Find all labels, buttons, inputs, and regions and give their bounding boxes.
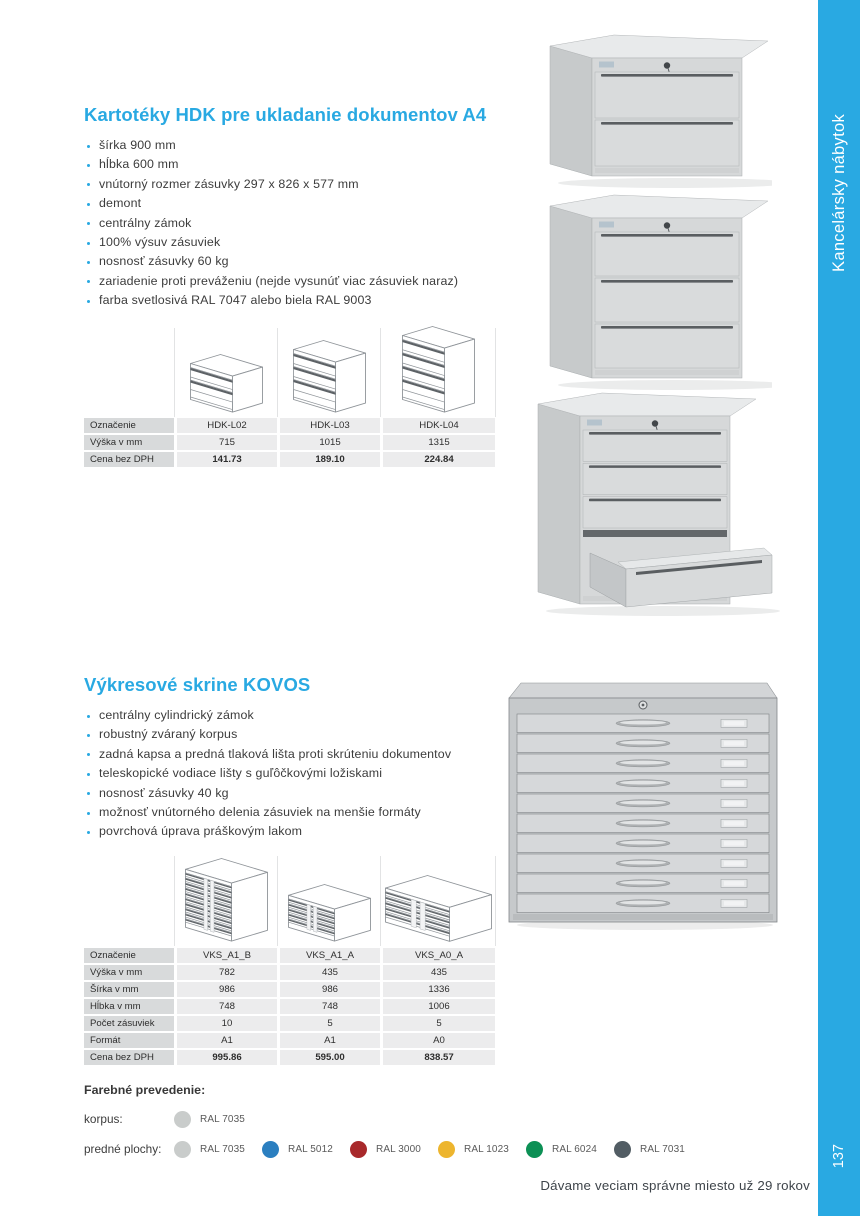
spec-value: 1336 [383,982,495,997]
spec-bullet: vnútorný rozmer zásuvky 297 x 826 x 577 mm [84,175,458,194]
line-drawing-vks-a1-b [175,856,278,946]
spec-value: 5 [383,1016,495,1031]
spec-bullet: demont [84,194,458,213]
spec-value: HDK-L04 [383,418,495,433]
color-options-title: Farebné prevedenie: [84,1083,206,1097]
cabinet-4-drawer-illustration [401,325,476,414]
spec-row-label: Označenie [84,948,174,963]
spec-value: VKS_A1_B [177,948,277,963]
spec-price: 224.84 [383,452,495,467]
spec-bullet: farba svetlosivá RAL 7047 alebo biela RAL 9003 [84,291,458,310]
spec-value: A1 [280,1033,380,1048]
color-swatch-label: RAL 7035 [200,1143,245,1155]
section2-title: Výkresové skrine KOVOS [84,674,311,695]
spec-bullet: teleskopické vodiace lišty s guľôčkovými ložiskami [84,764,451,783]
spec-row-label: Výška v mm [84,435,174,450]
color-swatch-group [350,1141,438,1158]
color-swatch [438,1141,455,1158]
color-swatch [350,1141,367,1158]
hdk-spec-table [84,418,495,467]
spec-value: 986 [280,982,380,997]
spec-value: 1006 [383,999,495,1014]
spec-value: VKS_A1_A [280,948,380,963]
hdk-l03-photo [540,190,772,392]
spec-bullet: zariadenie proti preváženiu (nejde vysunúť viac zásuviek naraz) [84,272,458,291]
spec-row-label: Šírka v mm [84,982,174,997]
spec-row-label: Hĺbka v mm [84,999,174,1014]
color-swatch [174,1111,191,1128]
spec-bullet: hĺbka 600 mm [84,155,458,174]
line-drawing-hdk-l03 [278,328,381,417]
kovos-spec-table [84,948,495,1065]
line-drawing-vks-a0-a [381,856,496,946]
spec-value: A0 [383,1033,495,1048]
spec-price: 595.00 [280,1050,380,1065]
color-swatch [614,1141,631,1158]
spec-value: VKS_A0_A [383,948,495,963]
spec-row-label: Cena bez DPH [84,1050,174,1065]
color-swatch-group [262,1141,350,1158]
color-swatch-label: RAL 6024 [552,1143,597,1155]
spec-bullet: centrálny cylindrický zámok [84,706,451,725]
spec-value: 1015 [280,435,380,450]
footer-tagline: Dávame veciam správne miesto už 29 rokov [540,1178,810,1193]
color-swatch-group [174,1141,262,1158]
spec-value: 748 [280,999,380,1014]
spec-bullet: šírka 900 mm [84,136,458,155]
spec-value: 10 [177,1016,277,1031]
page-number: 137 [831,1143,847,1169]
spec-bullet: možnosť vnútorného delenia zásuviek na menšie formáty [84,803,451,822]
color-row-label: korpus: [84,1112,123,1126]
color-swatch [174,1141,191,1158]
spec-price: 838.57 [383,1050,495,1065]
spec-value: 748 [177,999,277,1014]
spec-value: 782 [177,965,277,980]
front-color-row [84,1140,702,1158]
spec-bullet: centrálny zámok [84,214,458,233]
category-label-wrap [818,88,860,298]
spec-value: 1315 [383,435,495,450]
spec-bullet: povrchová úprava práškovým lakom [84,822,451,841]
color-swatch-group [438,1141,526,1158]
cabinet-3-drawer-illustration [292,339,367,414]
cabinet-2-drawer-illustration [189,353,264,414]
spec-bullet: 100% výsuv zásuviek [84,233,458,252]
spec-bullet: robustný zváraný korpus [84,725,451,744]
line-drawing-vks-a1-a [278,856,381,946]
spec-value: HDK-L03 [280,418,380,433]
section1-spec-list [84,136,458,311]
category-sidebar [818,0,860,1216]
spec-value: 435 [383,965,495,980]
color-swatch-label: RAL 1023 [464,1143,509,1155]
color-swatch [526,1141,543,1158]
spec-value: 435 [280,965,380,980]
color-swatch-group [526,1141,614,1158]
spec-row-label: Počet zásuviek [84,1016,174,1031]
line-drawing-hdk-l04 [381,328,496,417]
kovos-drawing-cabinet-photo [497,676,793,934]
line-drawing-hdk-l02 [175,328,278,417]
hdk-l02-photo [540,30,772,192]
spec-value: A1 [177,1033,277,1048]
color-swatch [262,1141,279,1158]
color-swatch-label: RAL 7035 [200,1113,245,1125]
color-swatch-group [614,1141,702,1158]
color-swatch-group [174,1111,262,1128]
spec-bullet: zadná kapsa a predná tlaková lišta proti skrúteniu dokumentov [84,745,451,764]
kovos-line-drawings [174,856,496,946]
hdk-line-drawings [174,328,496,417]
drawing-cabinet-5-drawer-wide-illustration [384,874,493,943]
korpus-color-row [84,1110,262,1128]
color-row-label: predné plochy: [84,1142,162,1156]
spec-value: 986 [177,982,277,997]
color-swatch-label: RAL 5012 [288,1143,333,1155]
spec-bullet: nosnosť zásuvky 60 kg [84,252,458,271]
color-swatch-label: RAL 7031 [640,1143,685,1155]
spec-row-label: Formát [84,1033,174,1048]
spec-price: 995.86 [177,1050,277,1065]
section2-spec-list [84,706,451,842]
spec-price: 189.10 [280,452,380,467]
spec-value: 5 [280,1016,380,1031]
page-number-wrap [818,1124,860,1188]
section1-title: Kartotéky HDK pre ukladanie dokumentov A4 [84,104,487,125]
color-swatch-label: RAL 3000 [376,1143,421,1155]
spec-row-label: Výška v mm [84,965,174,980]
spec-price: 141.73 [177,452,277,467]
lock-icon [639,701,647,709]
hdk-l04-open-drawer-photo [528,388,790,630]
drawing-cabinet-10-drawer-illustration [184,857,269,943]
spec-bullet: nosnosť zásuvky 40 kg [84,784,451,803]
spec-row-label: Cena bez DPH [84,452,174,467]
drawing-cabinet-5-drawer-illustration [287,883,372,943]
spec-row-label: Označenie [84,418,174,433]
category-label: Kancelársky nábytok [829,114,848,272]
spec-value: HDK-L02 [177,418,277,433]
spec-value: 715 [177,435,277,450]
